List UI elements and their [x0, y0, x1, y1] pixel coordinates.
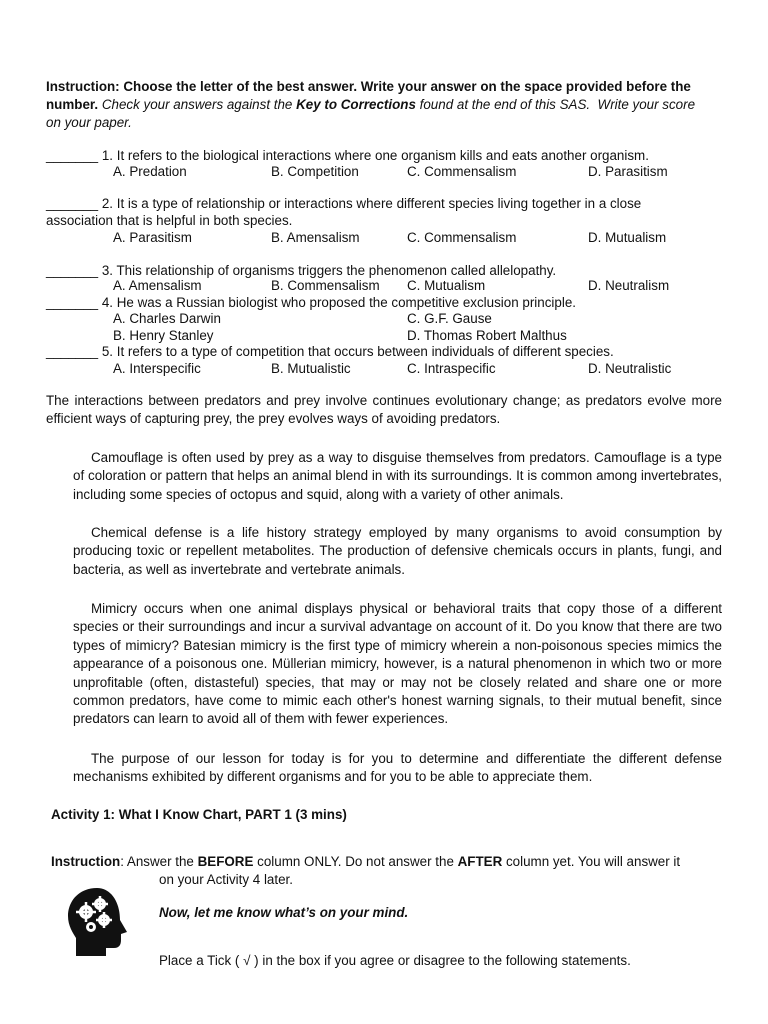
key-to-corrections: Key to Corrections: [296, 97, 416, 112]
q1-choice-d: D. Parasitism: [588, 164, 668, 179]
q2-choice-c: C. Commensalism: [407, 230, 517, 245]
activity-prompt: Now, let me know what’s on your mind.: [159, 905, 409, 920]
activity-instruction-line2: on your Activity 4 later.: [159, 872, 293, 887]
intro-paragraph: The interactions between predators and prey involve continues evolutionary change; as predators evolve more efficient ways of capturing prey, the prey evolves ways of avoiding predators.: [46, 393, 722, 427]
q4-choice-b: B. Henry Stanley: [113, 328, 214, 343]
head-gears-icon: [64, 884, 140, 960]
q4-choice-d: D. Thomas Robert Malthus: [407, 328, 567, 343]
q4-choice-c: C. G.F. Gause: [407, 311, 492, 326]
instruction-italic-post-a: found at the end of this SAS. Write your score: [419, 97, 696, 112]
activity-instruction-1: : Answer the: [120, 854, 198, 869]
q2-choice-a: A. Parasitism: [113, 230, 192, 245]
activity-instruction-2: column ONLY. Do not answer the: [253, 854, 458, 869]
instruction-line-3: on your paper.: [46, 115, 132, 130]
question-5-stem: _______ 5. It refers to a type of competition that occurs between individuals of different species.: [46, 344, 614, 359]
instruction-label: Instruction:: [46, 79, 120, 94]
instruction-italic-pre: Check your answers against the: [101, 97, 293, 112]
question-4-stem: _______ 4. He was a Russian biologist who proposed the competitive exclusion principle.: [46, 295, 576, 310]
q4-choice-a: A. Charles Darwin: [113, 311, 221, 326]
activity-title: Activity 1: What I Know Chart, PART 1 (3 mins): [51, 807, 347, 822]
q5-choice-d: D. Neutralistic: [588, 361, 672, 376]
q3-choice-c: C. Mutualism: [407, 278, 486, 293]
tick-instruction: Place a Tick ( √ ) in the box if you agree or disagree to the following statements.: [159, 953, 631, 968]
instruction-bold-2: number.: [46, 97, 99, 112]
chemical-defense-paragraph: Chemical defense is a life history strategy employed by many organisms to avoid consumption by producing toxic or repellent metabolites. The production of defensive chemicals occurs in plants, fungi, and bacteria, as well as invertebrate and vertebrate animals.: [73, 525, 722, 577]
q3-choice-a: A. Amensalism: [113, 278, 202, 293]
instruction-bold-1: Choose the letter of the best answer. Write your answer on the space provided before the: [123, 79, 691, 94]
before-keyword: BEFORE: [197, 854, 254, 869]
q1-choice-c: C. Commensalism: [407, 164, 517, 179]
question-1-stem: _______ 1. It refers to the biological interactions where one organism kills and eats another organism.: [46, 148, 649, 163]
q5-choice-c: C. Intraspecific: [407, 361, 496, 376]
activity-instruction: [51, 853, 680, 871]
question-3-stem: _______ 3. This relationship of organisms triggers the phenomenon called allelopathy.: [46, 263, 557, 278]
instruction-line-1: [46, 78, 691, 96]
mimicry-paragraph: Mimicry occurs when one animal displays physical or behavioral traits that copy those of a different species or their surroundings and incur a survival advantage on account of it. Do you know that there are two types of mimicry? Batesian mimicry is the first type of mimicry wherein a non-poisonous species mimics the appearance of a poisonous one. Müllerian mimicry, however, is a natural phenomenon in which two or more unprofitable (often, distasteful) species, that may or may not be closely related and share one or more common predators, have come to mimic each other's honest warning signals, to their mutual benefit, since predators can learn to avoid all of them with fewer experiences.: [73, 601, 722, 727]
q1-choice-b: B. Competition: [271, 164, 359, 179]
q3-choice-d: D. Neutralism: [588, 278, 670, 293]
question-2-stem-line2: association that is helpful in both species.: [46, 213, 293, 228]
q2-choice-b: B. Amensalism: [271, 230, 360, 245]
q2-choice-d: D. Mutualism: [588, 230, 667, 245]
activity-instruction-3: column yet. You will answer it: [502, 854, 681, 869]
instruction-line-2: [46, 96, 695, 114]
q5-choice-b: B. Mutualistic: [271, 361, 351, 376]
purpose-paragraph: The purpose of our lesson for today is for you to determine and differentiate the different defense mechanisms exhibited by different organisms and for you to be able to appreciate them.: [73, 751, 722, 785]
question-2-stem-line1: _______ 2. It is a type of relationship or interactions where different species living together in a close: [46, 196, 642, 211]
q1-choice-a: A. Predation: [113, 164, 187, 179]
q3-choice-b: B. Commensalism: [271, 278, 380, 293]
q5-choice-a: A. Interspecific: [113, 361, 201, 376]
after-keyword: AFTER: [457, 854, 503, 869]
activity-instruction-label: Instruction: [51, 854, 121, 869]
camouflage-paragraph: Camouflage is often used by prey as a way to disguise themselves from predators. Camouflage is a type of coloration or pattern that helps an animal blend in with its surroundings. It is common among invertebrates, including some species of octopus and squid, along with a variety of other animals.: [73, 450, 722, 502]
